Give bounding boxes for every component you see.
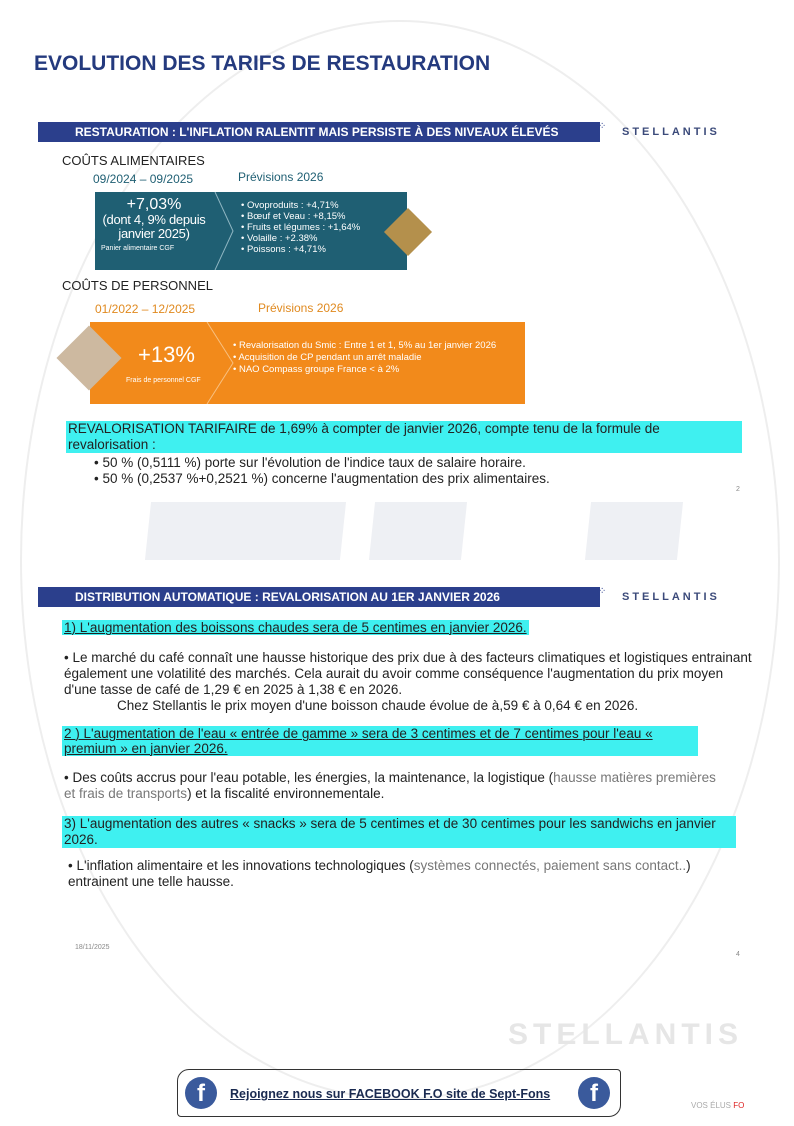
food-item: • Bœuf et Veau : +8,15% [241, 211, 360, 222]
staff-heading: COÛTS DE PERSONNEL [62, 278, 213, 293]
staff-period: 01/2022 – 12/2025 [95, 302, 196, 316]
stellantis-logo: STELLANTIS [622, 126, 720, 138]
food-forecast: Prévisions 2026 [238, 170, 324, 184]
food-summary [95, 192, 213, 270]
slide2-content [62, 620, 752, 890]
slide-date: 18/11/2025 [75, 944, 110, 951]
snacks-paragraph [68, 858, 708, 890]
page-number: 4 [736, 951, 740, 958]
decorative-shape [585, 502, 683, 560]
stellantis-logo: STELLANTIS [622, 591, 720, 603]
staff-item: • NAO Compass groupe France < à 2% [233, 364, 513, 376]
elus-fo-label [691, 1101, 744, 1110]
elus-text: VOS ÉLUS [691, 1101, 734, 1110]
facebook-icon[interactable]: f [578, 1077, 610, 1109]
staff-source: Frais de personnel CGF [126, 377, 201, 384]
food-detail: (dont 4, 9% depuis janvier 2025) [102, 212, 206, 241]
revalo-item: • 50 % (0,2537 %+0,2521 %) concerne l'augmentation des prix alimentaires. [94, 471, 742, 487]
food-value: +7,03% [126, 196, 182, 213]
food-item: • Poissons : +4,71% [241, 244, 360, 255]
water-paragraph [64, 770, 724, 802]
food-period: 09/2024 – 09/2025 [93, 172, 194, 186]
page-number: 2 [736, 486, 740, 493]
stellantis-price-text: Chez Stellantis le prix moyen d'une boisson chaude évolue de à,59 € à 0,64 € en 2026. [117, 698, 639, 713]
facebook-banner[interactable] [177, 1069, 621, 1117]
staff-box [90, 322, 525, 404]
snacks-text: L'inflation alimentaire et les innovations technologiques ( [76, 858, 414, 873]
stellantis-watermark: STELLANTIS [508, 1018, 743, 1051]
food-heading: COÛTS ALIMENTAIRES [62, 153, 205, 168]
staff-item: • Revalorisation du Smic : Entre 1 et 1, 5% au 1er janvier 2026 [233, 340, 513, 352]
food-item: • Volaille : +2.38% [241, 233, 360, 244]
staff-forecast: Prévisions 2026 [258, 301, 344, 315]
food-source: Panier alimentaire CGF [101, 245, 175, 252]
snacks-text-grey: systèmes connectés, paiement sans contact.. [413, 858, 687, 873]
water-text-grey: hausse matières premières et frais de transports [64, 770, 716, 801]
heading-hot-drinks: 1) L'augmentation des boissons chaudes sera de 5 centimes en janvier 2026. [64, 620, 527, 635]
staff-value: +13% [138, 342, 195, 367]
chevron-icon [213, 192, 235, 270]
decorative-shape [145, 502, 346, 560]
revalo-text: REVALORISATION TARIFAIRE de 1,69% à compter de janvier 2026, compte tenu de la formule de revalorisation : [66, 421, 742, 453]
heading-snacks: 3) L'augmentation des autres « snacks » sera de 5 centimes et de 30 centimes pour les sandwichs en janvier 2026. [62, 816, 736, 848]
coffee-paragraph [64, 650, 752, 698]
snacks-text-end: ) entrainent une telle hausse. [68, 858, 691, 889]
chevron-icon [205, 322, 235, 404]
revalo-item: • 50 % (0,5111 %) porte sur l'évolution de l'indice taux de salaire horaire. [94, 455, 742, 471]
facebook-link[interactable]: Rejoignez nous sur FACEBOOK F.O site de Sept-Fons [230, 1087, 551, 1101]
facebook-icon[interactable]: f [185, 1077, 217, 1109]
water-text-end: ) et la fiscalité environnementale. [187, 786, 385, 801]
page-title: EVOLUTION DES TARIFS DE RESTAURATION [34, 52, 491, 75]
staff-item: • Acquisition de CP pendant un arrêt maladie [233, 352, 513, 364]
food-box [95, 192, 407, 270]
water-text: Des coûts accrus pour l'eau potable, les énergies, la maintenance, la logistique ( [72, 770, 554, 785]
decorative-shape [369, 502, 467, 560]
food-item: • Ovoproduits : +4,71% [241, 200, 360, 211]
food-item: • Fruits et légumes : +1,64% [241, 222, 360, 233]
dots-icon: ⁘ [598, 121, 607, 132]
fo-text: FO [733, 1101, 745, 1110]
heading-water: 2 ) L'augmentation de l'eau « entrée de gamme » sera de 3 centimes et de 7 centimes pour l'eau « premium » en janvier 2026. [62, 726, 698, 756]
slide2-banner: DISTRIBUTION AUTOMATIQUE : REVALORISATION AU 1ER JANVIER 2026 [38, 587, 600, 607]
slide1-banner: RESTAURATION : L'INFLATION RALENTIT MAIS PERSISTE À DES NIVEAUX ÉLEVÉS [38, 122, 600, 142]
coffee-text: Le marché du café connaît une hausse historique des prix due à des facteurs climatiques et logistiques entrainant également une volatilité des marchés. Cela aurait du avoir comme conséquence l'augmentation du prix moyen d'une tasse de café de 1,29 € en 2025 à 1,38 € en 2026. [64, 650, 752, 697]
dots-icon: ⁘ [598, 586, 607, 597]
revalo-block [66, 421, 742, 487]
